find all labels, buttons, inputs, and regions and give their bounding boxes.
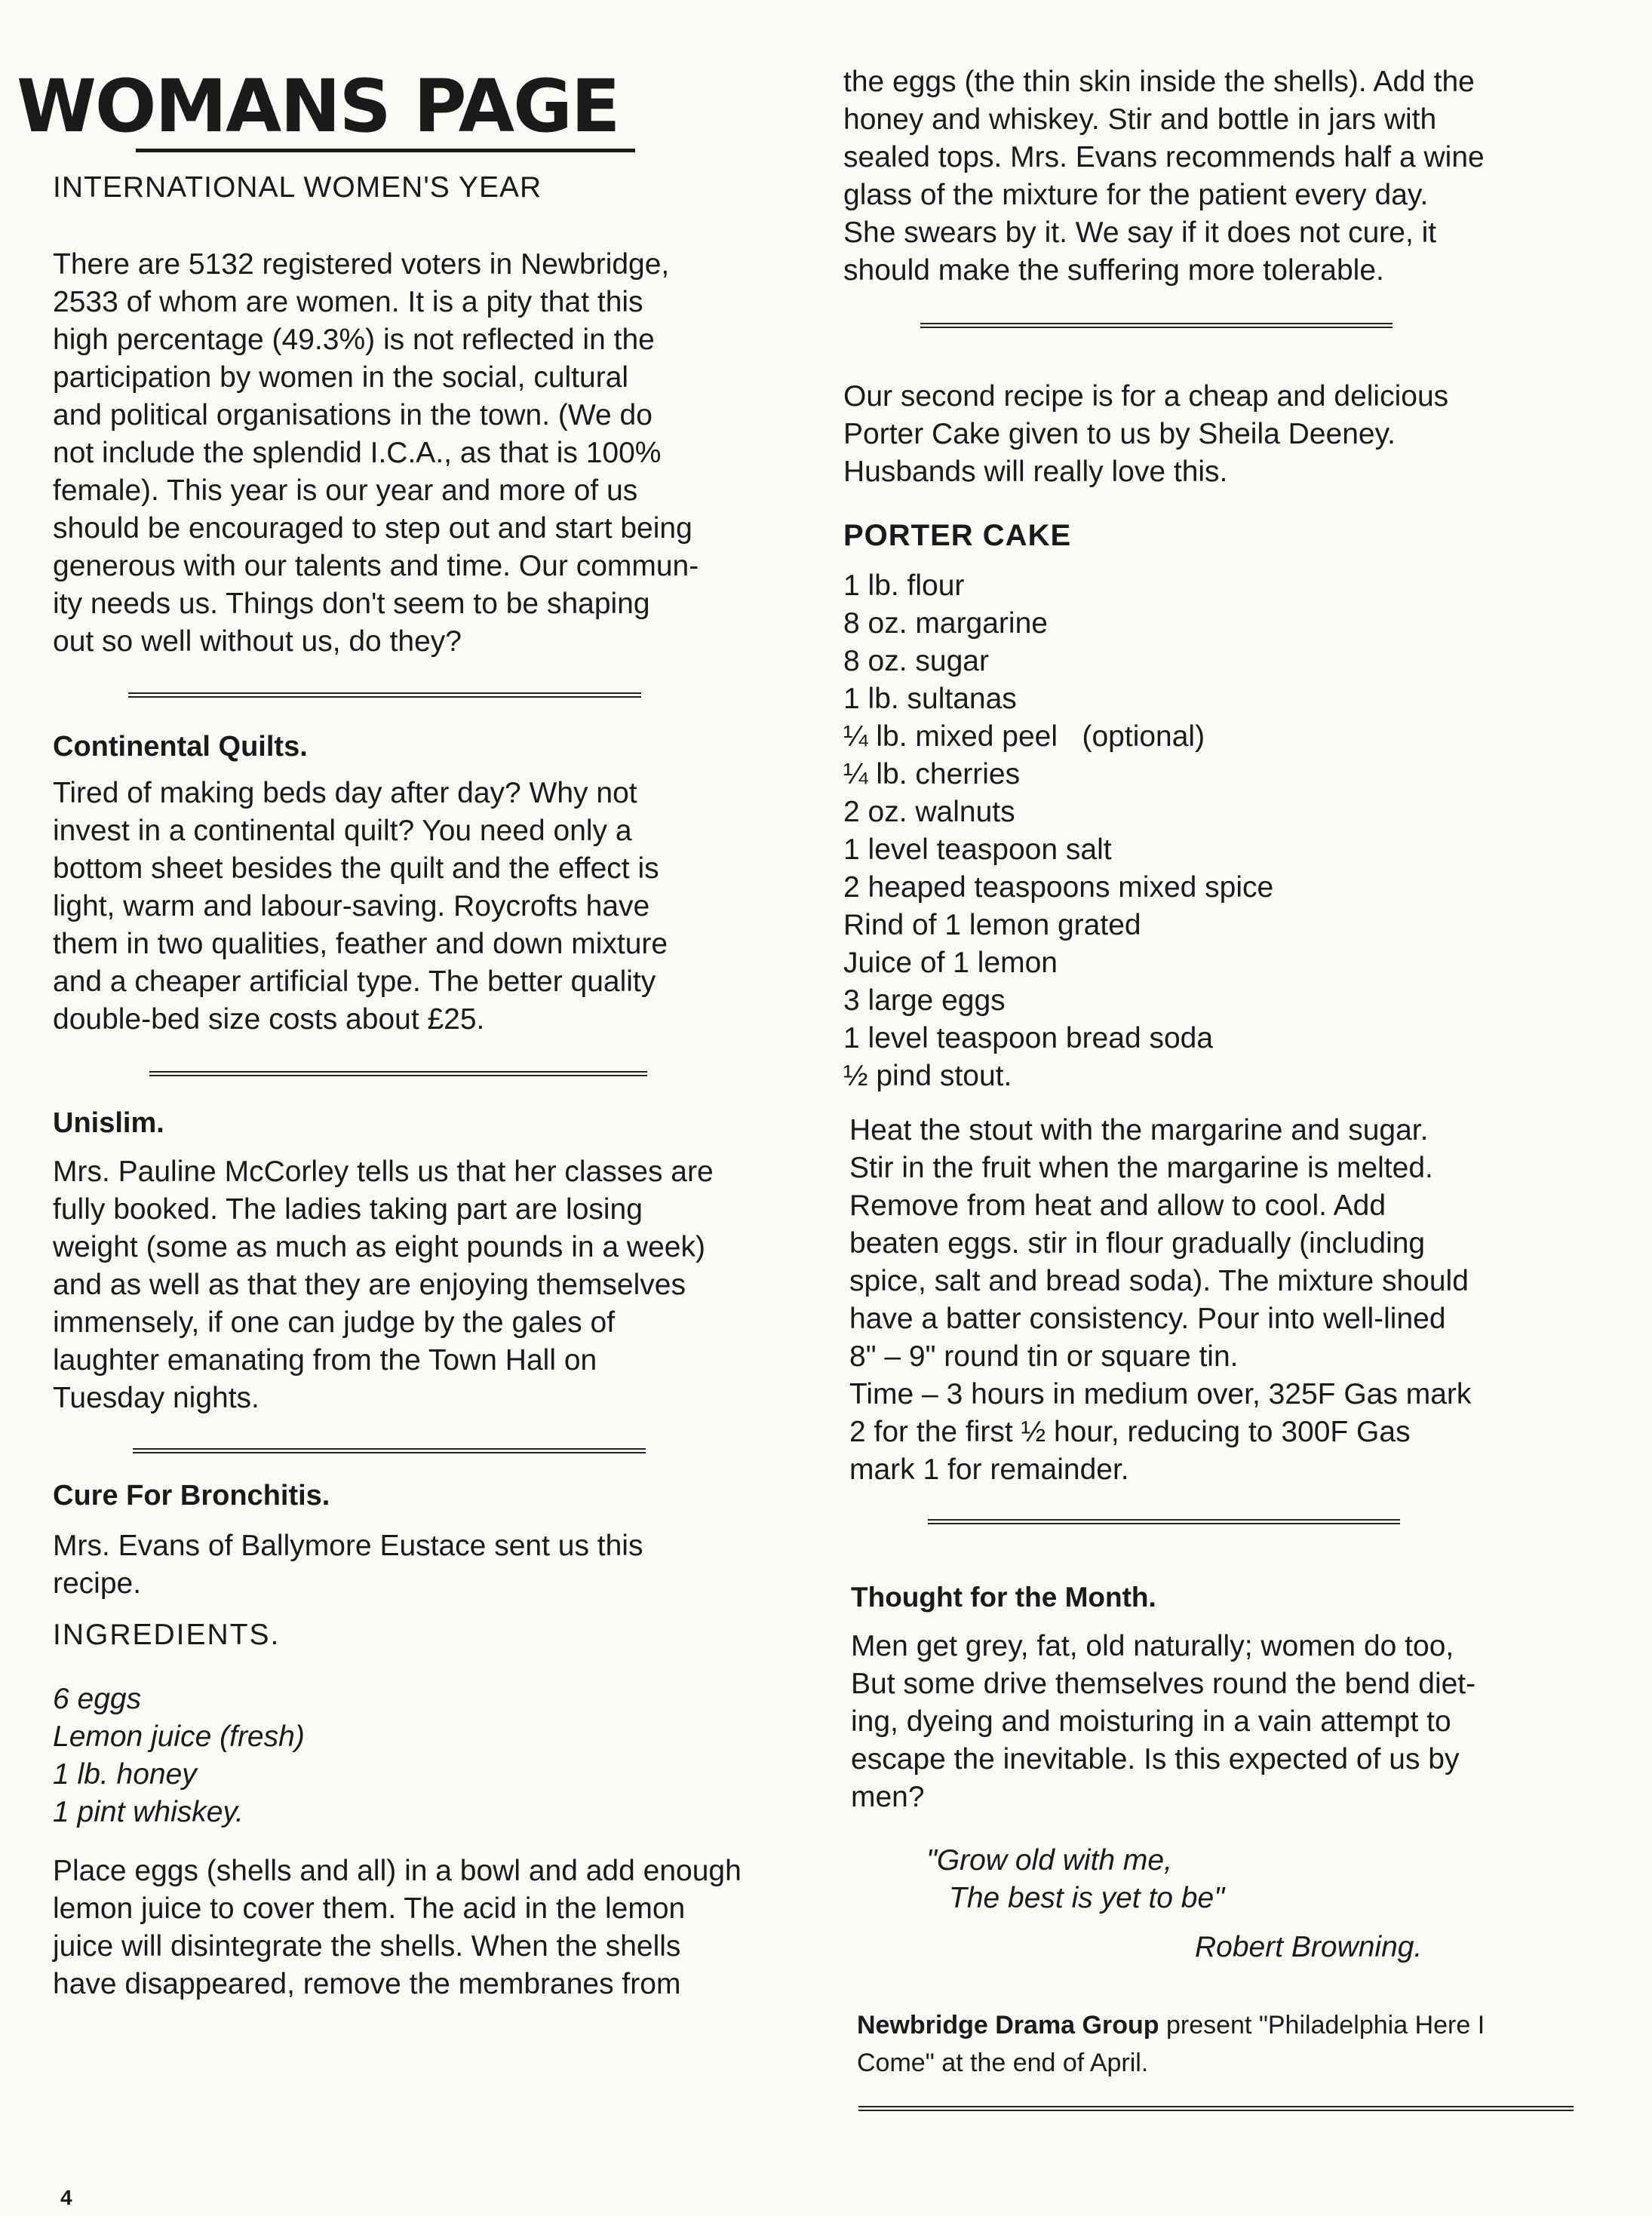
list-item: 1 level teaspoon salt [843,833,1112,866]
poem-line: "Grow old with me, [926,1844,1172,1877]
thought-paragraph: Men get grey, fat, old naturally; women do too, But some drive themselves round the bend diet- ing, dyeing and moisturing in a vain attempt to escape the inevitable. Is this expected of us by men? [851,1630,1476,1813]
poem-line: The best is yet to be" [949,1882,1225,1914]
poem-author: Robert Browning. [1195,1931,1423,1963]
porter-cake-method: Heat the stout with the margarine and sugar. Stir in the fruit when the margarine is melted. Remove from heat and allow to cool. Add beaten eggs. stir in flour gradually (including spice, salt and bread soda). The mixture should have a batter consistency. Pour into well-lined 8" – 9" round tin or square tin. Time – 3 hours in medium over, 325F Gas mark 2 for the first ½ hour, reducing to 300F Gas mark 1 for remainder. [849,1114,1472,1486]
bronchitis-method: Place eggs (shells and all) in a bowl and add enough lemon juice to cover them. The acid in the lemon juice will disintegrate the shells. When the shells have disappeared, remove the membranes from [53,1855,742,2000]
list-item: ½ pind stout. [843,1060,1012,1092]
bronchitis-continued: the eggs (the thin skin inside the shells). Add the honey and whiskey. Stir and bottle in jars with sealed tops. Mrs. Evans recommends half a wine glass of the mixture for the patient every day. She swears by it. We say if it does not cure, it should make the suffering more tolerable. [843,66,1485,287]
section-divider [928,1519,1400,1524]
title-underline [136,149,635,152]
porter-cake-heading: PORTER CAKE [843,519,1072,552]
list-item: 1 pint whiskey. [53,1796,244,1828]
list-item: 1 level teaspoon bread soda [843,1022,1214,1054]
intro-paragraph: There are 5132 registered voters in Newbridge, 2533 of whom are women. It is a pity that this high percentage (49.3%) is not reflected in the participation by women in the social, cultural and political organisations in the town. (We do not include the splendid I.C.A., as that is 100% female). This year is our year and more of us should be encouraged to step out and start being generous with our talents and time. Our commun- ity needs us. Things don't seem to be shaping out so well without us, do they? [53,248,699,658]
quilts-paragraph: Tired of making beds day after day? Why not invest in a continental quilt? You need only a bottom sheet besides the quilt and the effect is light, warm and labour-saving. Roycrofts have them in two qualities, feather and down mixture and a cheaper artificial type. The better quality double-bed size costs about £25. [53,777,668,1036]
list-item: Juice of 1 lemon [843,947,1058,979]
list-item: Lemon juice (fresh) [53,1720,305,1753]
section-divider [920,323,1393,328]
list-item: ¼ lb. mixed peel (optional) [843,720,1205,753]
list-item: 6 eggs [53,1683,142,1715]
section-divider [149,1071,647,1076]
unislim-paragraph: Mrs. Pauline McCorley tells us that her classes are fully booked. The ladies taking part are losing weight (some as much as eight pounds in a week) and as well as that they are enjoying themselves immensely, if one can judge by the gales of laughter emanating from the Town Hall on Tuesday nights. [53,1156,714,1414]
page-title: WOMANS PAGE [17,64,619,149]
porter-cake-ingredients-list [843,567,1273,1095]
thought-heading: Thought for the Month. [851,1582,1156,1613]
list-item: ¼ lb. cherries [843,758,1021,790]
list-item: 8 oz. sugar [843,645,989,677]
list-item: 8 oz. margarine [843,607,1048,640]
bronchitis-intro: Mrs. Evans of Ballymore Eustace sent us this recipe. [53,1530,643,1600]
ingredients-label: INGREDIENTS. [53,1619,281,1651]
list-item: 1 lb. honey [53,1758,197,1791]
bronchitis-heading: Cure For Bronchitis. [53,1480,330,1512]
recipe2-intro: Our second recipe is for a cheap and delicious Porter Cake given to us by Sheila Deeney. Husbands will really love this. [843,380,1449,488]
section-divider [128,692,641,698]
page-number: 4 [60,2186,72,2209]
section-divider [858,2106,1574,2111]
section-divider [133,1448,646,1453]
list-item: 1 lb. flour [843,569,965,602]
list-item: 3 large eggs [843,984,1006,1017]
list-item: Rind of 1 lemon grated [843,909,1141,941]
list-item: 1 lb. sultanas [843,683,1017,715]
drama-group-text: present "Philadelphia Here I [1159,2011,1485,2040]
bronchitis-ingredients-list [53,1680,305,1831]
drama-group-notice [857,2006,1611,2044]
drama-group-name: Newbridge Drama Group [857,2011,1159,2040]
drama-group-notice-cont: Come" at the end of April. [857,2049,1149,2077]
list-item: 2 oz. walnuts [843,796,1015,828]
unislim-heading: Unislim. [53,1107,164,1139]
quilts-heading: Continental Quilts. [53,731,308,763]
list-item: 2 heaped teaspoons mixed spice [843,871,1274,904]
section-subtitle: INTERNATIONAL WOMEN'S YEAR [53,171,542,204]
